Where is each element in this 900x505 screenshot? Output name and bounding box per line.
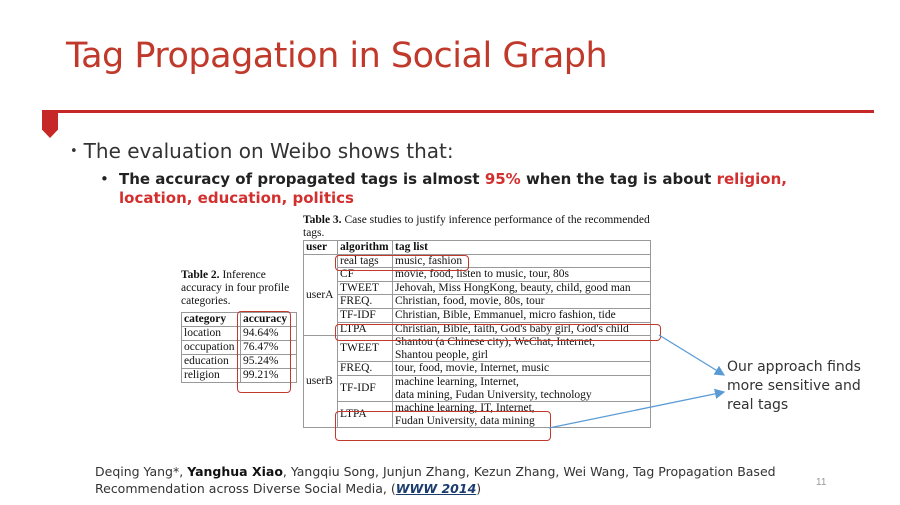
table-cell: 76.47%: [241, 341, 297, 355]
user-cell: userB: [304, 336, 338, 428]
table2-caption-text: Inference accuracy in four profile categories.: [181, 269, 290, 307]
tag-list-line: Shantou (a Chinese city), WeChat, Internet,: [395, 336, 596, 349]
citation-venue: WWW 2014: [395, 481, 477, 496]
algorithm-cell: LTPA: [338, 402, 393, 428]
tag-list-line: machine learning, IT, Internet,: [395, 402, 535, 415]
tag-list-cell: Jehovah, Miss HongKong, beauty, child, good man: [393, 281, 651, 295]
bullet2-part1: The accuracy of propagated tags is almost: [119, 170, 485, 188]
tag-list-cell: movie, food, listen to music, tour, 80s: [393, 268, 651, 282]
tag-list-cell: Christian, food, movie, 80s, tour: [393, 295, 651, 309]
user-cell: userA: [304, 254, 338, 336]
table3-caption-text: Case studies to justify inference performance of the recommended tags.: [303, 214, 650, 239]
page-number: 11: [816, 477, 827, 488]
tag-list-cell: tour, food, movie, Internet, music: [393, 362, 651, 376]
table-cell: 95.24%: [241, 355, 297, 369]
table-header-cell: accuracy: [241, 313, 297, 327]
table-header-cell: category: [182, 313, 241, 327]
algorithm-cell: TWEET: [338, 336, 393, 362]
algorithm-cell: TWEET: [338, 281, 393, 295]
table3-caption-label: Table 3.: [303, 214, 342, 226]
accuracy-highlight: 95%: [484, 170, 521, 188]
tag-list-line: data mining, Fudan University, technology: [395, 388, 592, 401]
bullet-dot-icon: •: [70, 144, 78, 159]
bullet-level1-text: The evaluation on Weibo shows that:: [83, 139, 454, 163]
citation: [95, 463, 795, 497]
algorithm-cell: CF: [338, 268, 393, 282]
table-cell: education: [182, 355, 241, 369]
citation-author2: Yanghua Xiao: [187, 464, 283, 479]
table-header-cell: tag list: [393, 241, 651, 255]
citation-close: ): [476, 481, 482, 496]
arrow-usera: [659, 335, 724, 375]
algorithm-cell: real tags: [338, 254, 393, 268]
algorithm-cell: FREQ.: [338, 295, 393, 309]
table-header-cell: algorithm: [338, 241, 393, 255]
table-cell: religion: [182, 369, 241, 383]
citation-author1: Deqing Yang*,: [95, 464, 188, 479]
table-cell: occupation: [182, 341, 241, 355]
table2-caption-label: Table 2.: [181, 269, 220, 281]
algorithm-cell: TF-IDF: [338, 375, 393, 401]
tag-list-line: Fudan University, data mining: [395, 414, 535, 427]
table-cell: 99.21%: [241, 369, 297, 383]
table-cell: location: [182, 327, 241, 341]
tag-list-line: machine learning, Internet,: [395, 375, 519, 388]
slide-title: Tag Propagation in Social Graph: [66, 36, 608, 76]
arrow-userb: [549, 392, 724, 428]
bullet2-part2: when the tag is about: [520, 170, 717, 188]
tag-list-cell: Christian, Bible, Emmanuel, micro fashion, tide: [393, 308, 651, 322]
callout-note: Our approach finds more sensitive and real tags: [727, 359, 861, 413]
topics-highlight: religion, location, education, politics: [119, 170, 787, 207]
table-cell: 94.64%: [241, 327, 297, 341]
table-header-cell: user: [304, 241, 338, 255]
citation-rest: , Yangqiu Song, Junjun Zhang, Kezun Zhang, Wei Wang, Tag Propagation Based Recommendation across Diverse Social Media, (: [95, 464, 776, 496]
algorithm-cell: LTPA: [338, 322, 393, 336]
algorithm-cell: TF-IDF: [338, 308, 393, 322]
tag-list-cell: music, fashion: [393, 254, 651, 268]
algorithm-cell: FREQ.: [338, 362, 393, 376]
tag-list-cell: Christian, Bible, faith, God's baby girl, God's child: [393, 322, 651, 336]
bullet-dot-icon: •: [100, 170, 109, 188]
tag-list-line: Shantou people, girl: [395, 348, 488, 361]
